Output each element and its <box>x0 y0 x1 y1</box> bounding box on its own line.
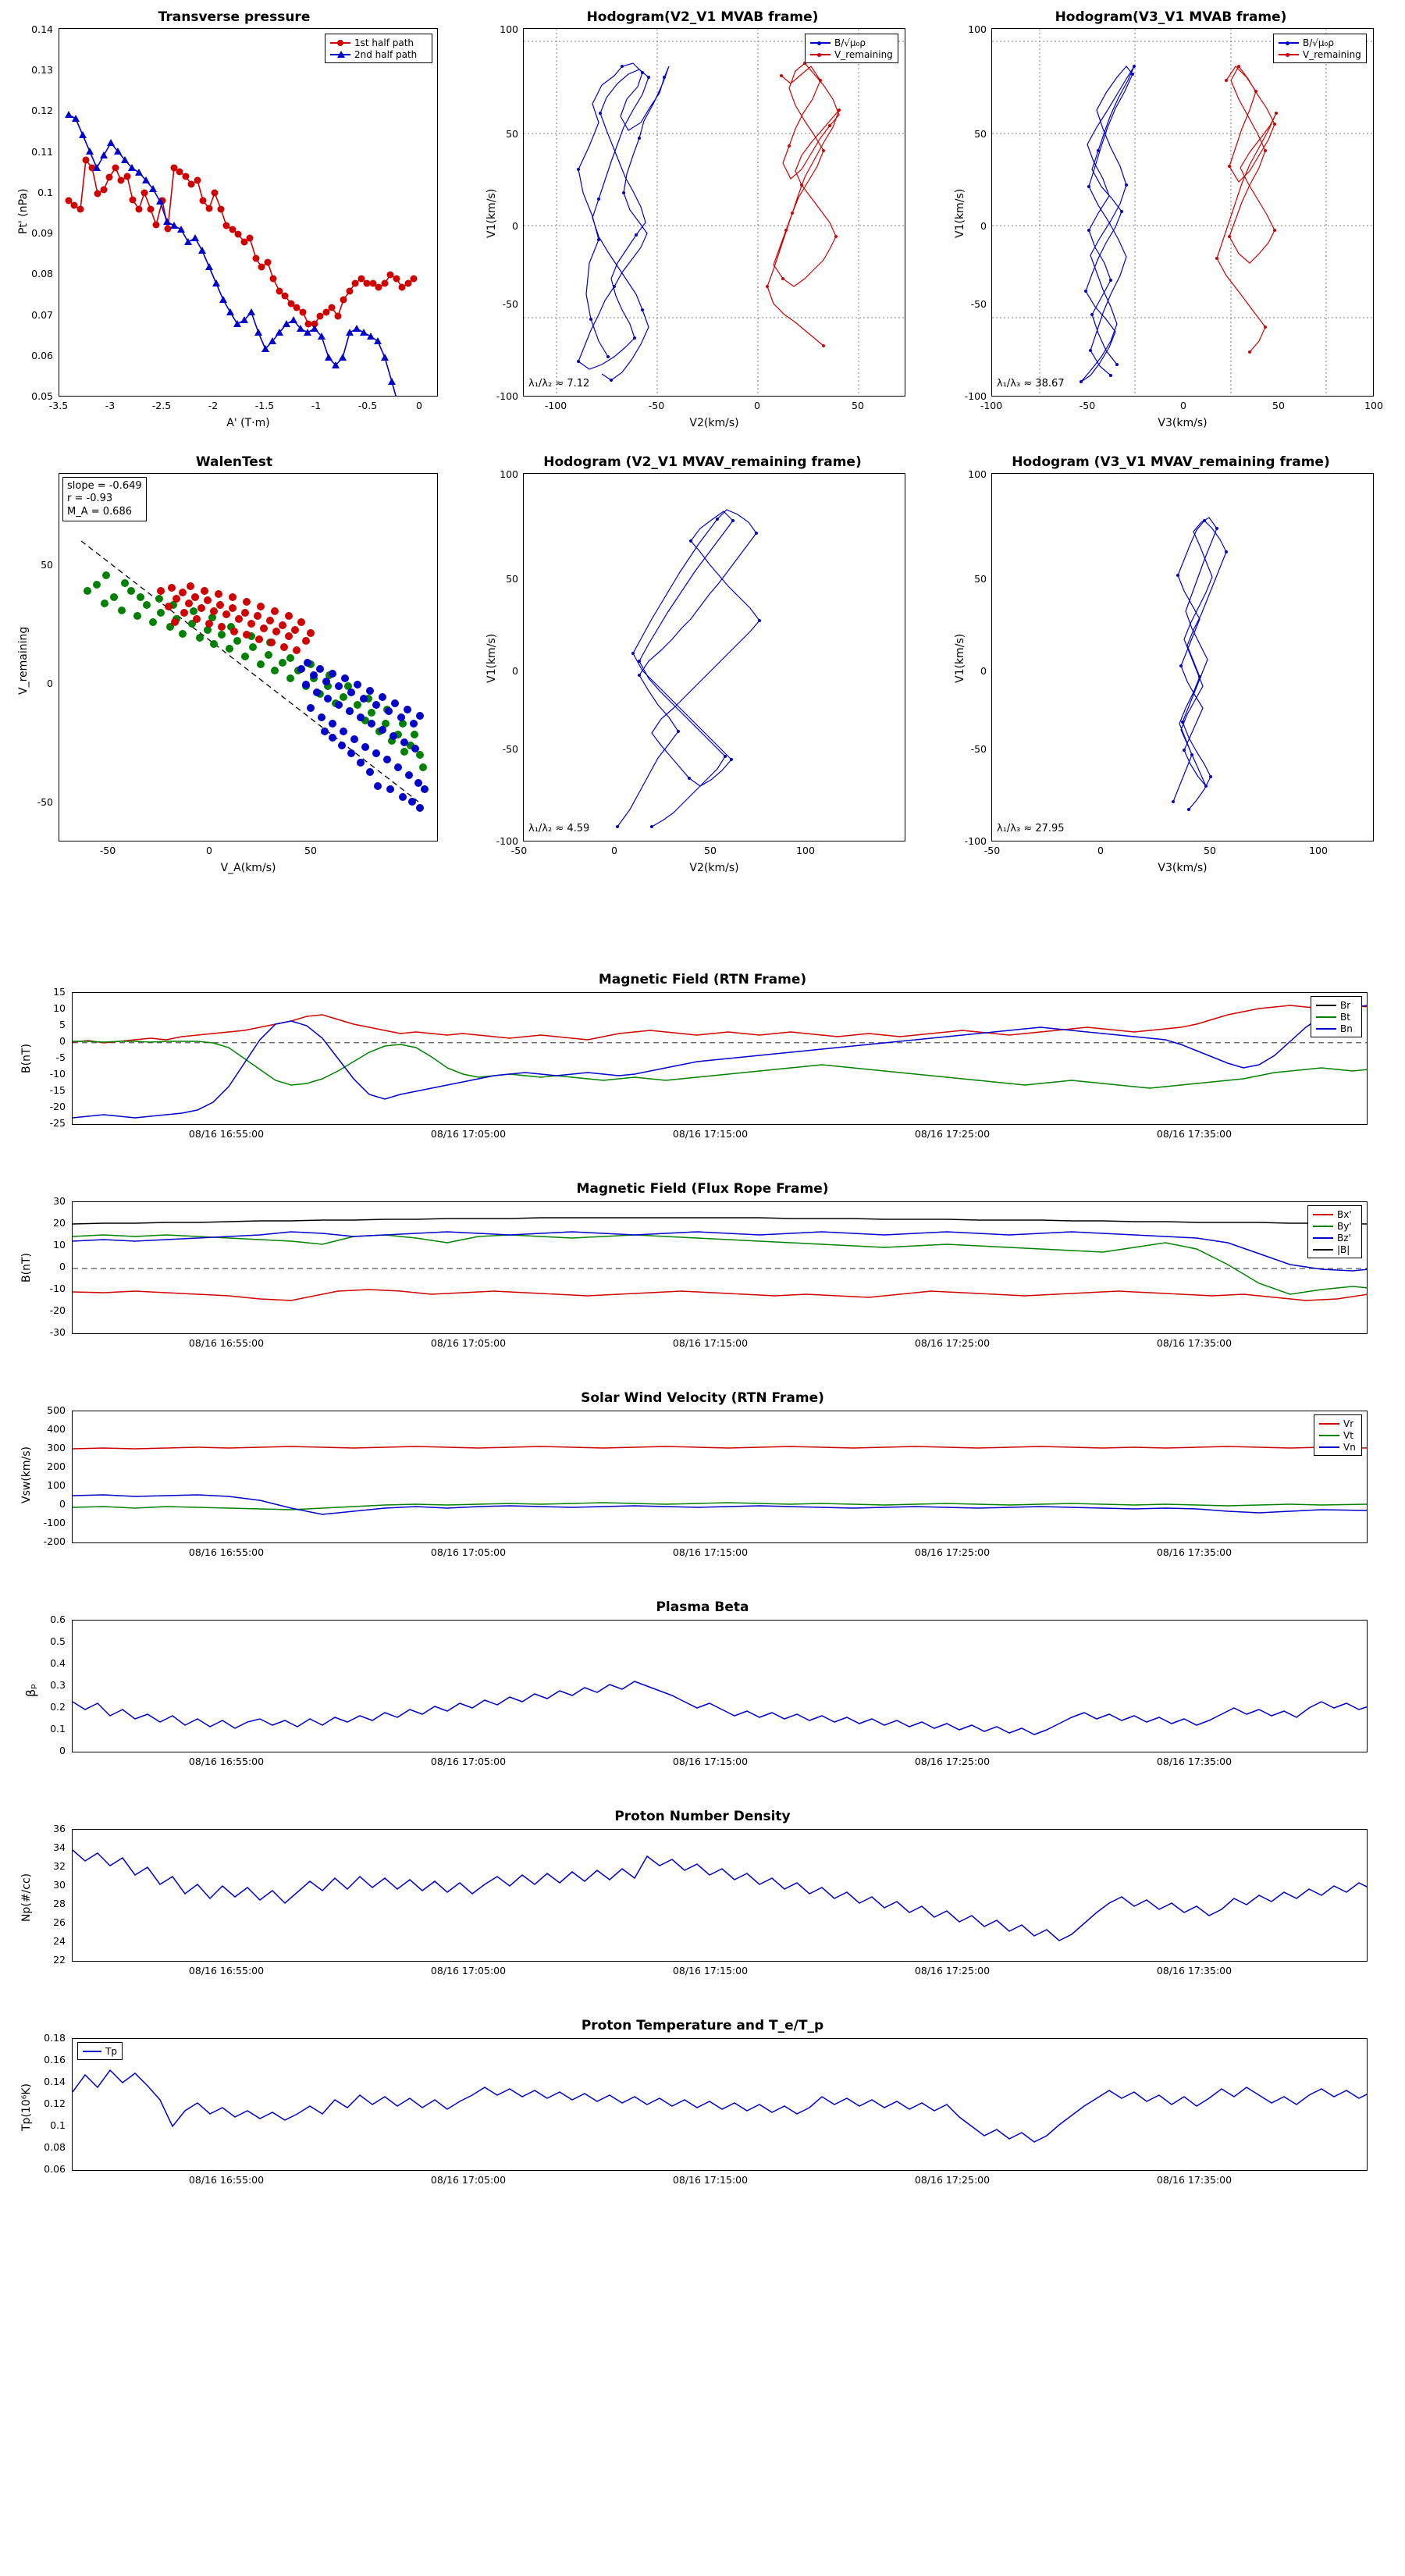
y-tick: 0 <box>59 1745 66 1756</box>
x-tick: 08/16 16:55:00 <box>188 2174 265 2186</box>
bfield-rtn-svg <box>73 993 1368 1125</box>
legend-item <box>330 37 427 48</box>
plot-area <box>991 28 1374 397</box>
y-tick: -50 <box>502 298 518 310</box>
x-tick: -0.5 <box>357 400 378 411</box>
y-tick: 0.08 <box>44 2141 66 2153</box>
x-tick: -3.5 <box>48 400 69 411</box>
legend-label: By' <box>1337 1220 1352 1232</box>
x-tick: 08/16 17:25:00 <box>914 1546 991 1558</box>
plot-area <box>72 992 1368 1125</box>
legend-label: Vt <box>1343 1429 1353 1441</box>
legend-swatch-v <box>1279 54 1299 55</box>
y-tick: 50 <box>506 128 518 140</box>
y-tick: 0 <box>980 665 987 677</box>
y-tick: 200 <box>47 1461 66 1472</box>
y-tick: 0.13 <box>31 64 53 76</box>
y-tick: 50 <box>506 573 518 585</box>
y-axis-label: βₚ <box>23 1683 38 1697</box>
x-axis-label: V3(km/s) <box>1158 417 1208 429</box>
legend-swatch-vt <box>1319 1435 1339 1436</box>
legend-hodogram1 <box>805 34 898 63</box>
y-tick: -50 <box>970 298 987 310</box>
legend-swatch-bt <box>1316 1016 1336 1018</box>
bfield-fluxrope-svg <box>73 1202 1368 1334</box>
y-tick: 0.1 <box>50 2119 66 2131</box>
panel-hodogram-v3v1-mvab <box>937 0 1405 445</box>
y-tick: -100 <box>964 835 987 847</box>
legend-item <box>1319 1418 1357 1429</box>
x-tick: 0 <box>416 400 422 411</box>
y-axis-label: V1(km/s) <box>954 633 966 683</box>
legend-label: V_remaining <box>1303 48 1361 60</box>
y-tick: 10 <box>53 1239 66 1251</box>
x-tick: 0 <box>206 845 212 856</box>
x-tick: 0 <box>611 845 617 856</box>
legend-swatch-2nd-half <box>330 54 350 55</box>
panel-walen-test <box>0 445 468 890</box>
x-tick: 08/16 17:35:00 <box>1156 2174 1232 2186</box>
proton-temperature-svg <box>73 2039 1368 2171</box>
y-tick: 30 <box>53 1195 66 1207</box>
y-tick: -100 <box>496 390 518 402</box>
legend-swatch-tp <box>83 2051 101 2052</box>
y-tick: 0.3 <box>50 1679 66 1691</box>
legend-item <box>1316 1023 1357 1034</box>
x-tick: -50 <box>510 845 528 856</box>
eigenvalue-ratio-annotation: λ₁/λ₂ ≈ 7.12 <box>528 378 590 390</box>
y-tick: 5 <box>59 1019 66 1030</box>
legend-swatch-vr <box>1319 1423 1339 1425</box>
x-tick: -100 <box>980 400 1003 411</box>
plot-area <box>523 28 905 397</box>
y-tick: 0.12 <box>44 2097 66 2109</box>
walen-stats-box <box>62 477 147 521</box>
legend-swatch-by <box>1313 1226 1333 1227</box>
y-tick: -5 <box>55 1051 66 1063</box>
y-tick: 300 <box>47 1442 66 1453</box>
legend-swatch-bn <box>1316 1028 1336 1030</box>
x-tick: 08/16 17:05:00 <box>430 1128 507 1140</box>
legend-swatch-v <box>810 54 831 55</box>
y-tick: 0 <box>59 1261 66 1272</box>
legend-swatch-b <box>1279 42 1299 44</box>
legend-label: Bn <box>1340 1023 1353 1034</box>
y-axis-label: V1(km/s) <box>486 633 498 683</box>
x-tick: 08/16 17:15:00 <box>672 2174 749 2186</box>
panel-hodogram-v2v1-mvab <box>468 0 937 445</box>
panel-magnetic-field-rtn <box>0 972 1405 1167</box>
legend-item <box>1279 37 1361 48</box>
y-tick: 0.11 <box>31 146 53 158</box>
legend-item <box>1313 1208 1357 1220</box>
y-tick: 0.18 <box>44 2032 66 2044</box>
x-tick: 08/16 16:55:00 <box>188 1337 265 1349</box>
x-tick: -50 <box>984 845 1001 856</box>
legend-label: B/√μ₀ρ <box>1303 37 1334 48</box>
x-tick: 08/16 16:55:00 <box>188 1756 265 1767</box>
legend-item <box>1316 999 1357 1011</box>
legend-item <box>810 37 893 48</box>
x-tick: 08/16 16:55:00 <box>188 1128 265 1140</box>
y-tick: 100 <box>47 1479 66 1491</box>
x-tick: -50 <box>648 400 665 411</box>
y-tick: 0 <box>980 220 987 232</box>
y-tick: 100 <box>968 23 987 35</box>
panel-magnetic-field-fluxrope <box>0 1181 1405 1376</box>
y-tick: 0.05 <box>31 390 53 402</box>
legend-proton-temperature <box>77 2042 123 2060</box>
panel-plasma-beta <box>0 1599 1405 1795</box>
panel-title: Solar Wind Velocity (RTN Frame) <box>581 1390 824 1406</box>
y-tick: 26 <box>53 1916 66 1928</box>
legend-item <box>1313 1220 1357 1232</box>
y-tick: -20 <box>49 1304 66 1316</box>
legend-bfield-rtn <box>1311 996 1362 1037</box>
transverse-pressure-svg <box>59 29 438 397</box>
panel-title: Transverse pressure <box>158 9 311 25</box>
y-tick: 100 <box>968 468 987 480</box>
legend-item <box>1319 1441 1357 1453</box>
y-axis-label: Pt' (nPa) <box>17 188 30 234</box>
legend-label: B/√μ₀ρ <box>834 37 866 48</box>
hodogram3-svg <box>524 474 905 841</box>
y-tick: 0.4 <box>50 1657 66 1669</box>
y-tick: 0.1 <box>37 187 53 198</box>
plot-area <box>72 1829 1368 1962</box>
x-tick: 08/16 17:05:00 <box>430 1337 507 1349</box>
plot-area <box>72 1411 1368 1543</box>
x-tick: 08/16 17:35:00 <box>1156 1337 1232 1349</box>
y-tick: 50 <box>974 128 987 140</box>
y-tick: 0.08 <box>31 268 53 279</box>
x-tick: -2 <box>208 400 219 411</box>
x-tick: 08/16 17:35:00 <box>1156 1546 1232 1558</box>
panel-proton-temperature <box>0 2018 1405 2213</box>
walen-slope: slope = -0.649 <box>67 480 142 492</box>
plot-area <box>72 1201 1368 1334</box>
panel-title: Hodogram(V2_V1 MVAB frame) <box>586 9 819 25</box>
y-tick: 0.06 <box>31 350 53 361</box>
y-tick: -15 <box>49 1084 66 1096</box>
panel-hodogram-v2v1-mvav <box>468 445 937 890</box>
y-tick: 50 <box>974 573 987 585</box>
y-tick: -30 <box>49 1326 66 1338</box>
x-tick: -3 <box>105 400 116 411</box>
panel-hodogram-v3v1-mvav <box>937 445 1405 890</box>
y-tick: 500 <box>47 1404 66 1416</box>
y-tick: -100 <box>964 390 987 402</box>
x-tick: 08/16 17:15:00 <box>672 1337 749 1349</box>
y-tick: 50 <box>41 559 53 571</box>
legend-label: Bt <box>1340 1011 1350 1023</box>
x-axis-label: A' (T·m) <box>226 417 270 429</box>
legend-swatch-1st-half <box>330 42 350 44</box>
legend-transverse-pressure <box>325 34 432 63</box>
y-axis-label: V_remaining <box>17 626 30 695</box>
x-tick: 08/16 17:35:00 <box>1156 1965 1232 1976</box>
y-tick: 100 <box>500 468 518 480</box>
x-tick: 08/16 17:15:00 <box>672 1128 749 1140</box>
y-tick: -50 <box>502 743 518 755</box>
y-axis-label: Vsw(km/s) <box>20 1446 33 1503</box>
legend-label: Bz' <box>1337 1232 1351 1244</box>
x-tick: 08/16 17:35:00 <box>1156 1128 1232 1140</box>
y-tick: 400 <box>47 1423 66 1435</box>
panel-title: Magnetic Field (Flux Rope Frame) <box>576 1181 829 1197</box>
y-tick: 0 <box>59 1035 66 1047</box>
walen-r: r = -0.93 <box>67 493 113 505</box>
y-tick: -50 <box>970 743 987 755</box>
x-tick: 08/16 17:25:00 <box>914 1756 991 1767</box>
plot-area <box>59 28 438 397</box>
y-tick: 30 <box>53 1879 66 1891</box>
y-tick: 10 <box>53 1002 66 1014</box>
y-axis-label: V1(km/s) <box>954 188 966 238</box>
panel-title: Hodogram (V3_V1 MVAV_remaining frame) <box>1012 454 1330 470</box>
legend-swatch-bz <box>1313 1237 1333 1239</box>
y-tick: -100 <box>496 835 518 847</box>
walen-ma: M_A = 0.686 <box>67 505 132 518</box>
x-axis-label: V_A(km/s) <box>220 862 276 874</box>
plot-area <box>523 473 905 841</box>
x-tick: 08/16 17:25:00 <box>914 2174 991 2186</box>
eigenvalue-ratio-annotation: λ₁/λ₃ ≈ 38.67 <box>997 378 1065 390</box>
eigenvalue-ratio-annotation: λ₁/λ₂ ≈ 4.59 <box>528 823 590 834</box>
y-tick: 32 <box>53 1860 66 1872</box>
x-tick: 50 <box>304 845 317 856</box>
hodogram4-svg <box>992 474 1374 841</box>
x-tick: 08/16 16:55:00 <box>188 1965 265 1976</box>
y-tick: 0.16 <box>44 2054 66 2065</box>
legend-label: V_remaining <box>834 48 893 60</box>
x-tick: 0 <box>754 400 760 411</box>
x-tick: -2.5 <box>151 400 172 411</box>
x-tick: 50 <box>1272 400 1285 411</box>
panel-title: WalenTest <box>195 454 273 470</box>
y-tick: 36 <box>53 1823 66 1834</box>
y-tick: 28 <box>53 1898 66 1909</box>
x-tick: 08/16 17:15:00 <box>672 1965 749 1976</box>
plot-area <box>991 473 1374 841</box>
x-tick: 08/16 17:05:00 <box>430 2174 507 2186</box>
x-axis-label: V3(km/s) <box>1158 862 1208 874</box>
x-tick: 50 <box>852 400 864 411</box>
legend-swatch-bx <box>1313 1214 1333 1215</box>
y-tick: -10 <box>49 1283 66 1294</box>
panel-title: Hodogram (V2_V1 MVAV_remaining frame) <box>543 454 862 470</box>
y-tick: 0.2 <box>50 1701 66 1713</box>
x-tick: 100 <box>1364 400 1383 411</box>
legend-item <box>1279 48 1361 60</box>
y-tick: 0.12 <box>31 105 53 116</box>
eigenvalue-ratio-annotation: λ₁/λ₃ ≈ 27.95 <box>997 823 1065 834</box>
x-tick: 0 <box>1180 400 1186 411</box>
y-tick: -25 <box>49 1117 66 1129</box>
x-tick: 100 <box>796 845 815 856</box>
y-tick: -200 <box>43 1535 66 1547</box>
x-axis-label: V2(km/s) <box>689 862 739 874</box>
y-tick: -50 <box>37 796 53 808</box>
x-tick: 100 <box>1309 845 1328 856</box>
y-tick: -100 <box>43 1517 66 1528</box>
x-axis-label: V2(km/s) <box>689 417 739 429</box>
legend-item <box>83 2045 117 2057</box>
y-tick: 0.07 <box>31 309 53 321</box>
x-tick: -1 <box>311 400 322 411</box>
x-tick: 50 <box>1204 845 1216 856</box>
y-tick: 0.5 <box>50 1635 66 1647</box>
legend-label: Bx' <box>1337 1208 1352 1220</box>
plot-area <box>72 1620 1368 1752</box>
proton-density-svg <box>73 1830 1368 1962</box>
y-tick: -10 <box>49 1068 66 1080</box>
panel-title: Proton Number Density <box>614 1809 791 1824</box>
x-tick: -100 <box>544 400 567 411</box>
plot-area <box>59 473 438 841</box>
y-tick: 22 <box>53 1954 66 1966</box>
x-tick: 08/16 16:55:00 <box>188 1546 265 1558</box>
x-tick: 08/16 17:05:00 <box>430 1546 507 1558</box>
y-tick: 0.1 <box>50 1723 66 1735</box>
legend-item <box>1313 1232 1357 1244</box>
vsw-svg <box>73 1411 1368 1543</box>
legend-swatch-bmag <box>1313 1249 1333 1251</box>
y-tick: 0.6 <box>50 1614 66 1625</box>
y-axis-label: Np(#/cc) <box>20 1873 33 1922</box>
legend-bfield-fluxrope <box>1307 1205 1362 1258</box>
x-tick: 0 <box>1097 845 1104 856</box>
legend-swatch-b <box>810 42 831 44</box>
y-tick: 20 <box>53 1217 66 1229</box>
y-axis-label: V1(km/s) <box>486 188 498 238</box>
legend-item <box>810 48 893 60</box>
y-tick: 15 <box>53 986 66 998</box>
hodogram2-svg <box>992 29 1374 397</box>
y-tick: 0 <box>512 220 518 232</box>
x-tick: 08/16 17:15:00 <box>672 1546 749 1558</box>
y-tick: 0.09 <box>31 227 53 239</box>
legend-label: Vr <box>1343 1418 1354 1429</box>
panel-transverse-pressure <box>0 0 468 445</box>
x-tick: 08/16 17:05:00 <box>430 1965 507 1976</box>
panel-title: Hodogram(V3_V1 MVAB frame) <box>1055 9 1287 25</box>
x-tick: 08/16 17:25:00 <box>914 1128 991 1140</box>
y-tick: 0.14 <box>44 2076 66 2087</box>
legend-item <box>1319 1429 1357 1441</box>
legend-item <box>330 48 427 60</box>
legend-label: Tp <box>105 2045 117 2057</box>
x-tick: 08/16 17:05:00 <box>430 1756 507 1767</box>
legend-item <box>1316 1011 1357 1023</box>
y-tick: 0 <box>512 665 518 677</box>
legend-label: Vn <box>1343 1441 1356 1453</box>
legend-label: 1st half path <box>354 37 414 48</box>
y-tick: 0.14 <box>31 23 53 35</box>
legend-item <box>1313 1244 1357 1255</box>
legend-hodogram2 <box>1273 34 1367 63</box>
panel-title: Proton Temperature and T_e/T_p <box>581 2018 824 2033</box>
y-axis-label: B(nT) <box>20 1044 33 1073</box>
x-tick: 08/16 17:25:00 <box>914 1965 991 1976</box>
y-tick: 0 <box>47 678 53 689</box>
legend-label: Br <box>1340 999 1351 1011</box>
hodogram1-svg <box>524 29 905 397</box>
legend-label: 2nd half path <box>354 48 418 60</box>
y-tick: 100 <box>500 23 518 35</box>
y-tick: 0 <box>59 1498 66 1510</box>
x-tick: 08/16 17:35:00 <box>1156 1756 1232 1767</box>
legend-swatch-br <box>1316 1005 1336 1006</box>
y-tick: 0.06 <box>44 2163 66 2175</box>
y-tick: 24 <box>53 1935 66 1947</box>
plot-area <box>72 2038 1368 2171</box>
panel-solar-wind-velocity <box>0 1390 1405 1585</box>
x-tick: 08/16 17:15:00 <box>672 1756 749 1767</box>
plasma-beta-svg <box>73 1621 1368 1752</box>
x-tick: -1.5 <box>254 400 275 411</box>
y-axis-label: Tp(10⁶K) <box>20 2083 33 2131</box>
legend-vsw <box>1314 1414 1362 1456</box>
legend-swatch-vn <box>1319 1446 1339 1448</box>
y-tick: 34 <box>53 1841 66 1853</box>
x-tick: 50 <box>704 845 717 856</box>
y-axis-label: B(nT) <box>20 1253 33 1283</box>
x-tick: 08/16 17:25:00 <box>914 1337 991 1349</box>
x-tick: -50 <box>1079 400 1096 411</box>
x-tick: -50 <box>99 845 116 856</box>
y-tick: -20 <box>49 1101 66 1112</box>
panel-proton-density <box>0 1809 1405 2004</box>
panel-title: Magnetic Field (RTN Frame) <box>598 972 807 987</box>
walen-svg <box>59 474 438 841</box>
legend-label: |B| <box>1337 1244 1350 1255</box>
panel-title: Plasma Beta <box>656 1599 749 1615</box>
